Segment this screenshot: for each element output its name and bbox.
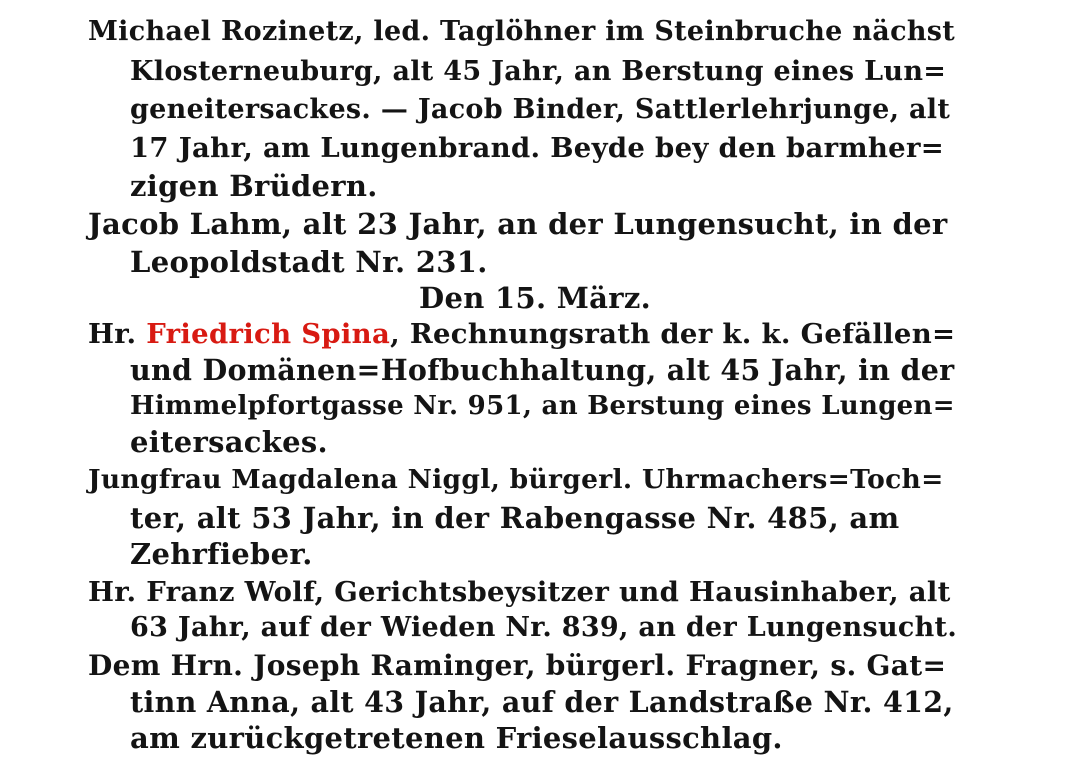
entry-niggl-line-2: ter, alt 53 Jahr, in der Rabengasse Nr. 485, am	[130, 501, 900, 535]
entry-raminger-line-1: Dem Hrn. Joseph Raminger, bürgerl. Fragner, s. Gat=	[88, 649, 947, 682]
entry-lahm-line-2: Leopoldstadt Nr. 231.	[130, 245, 488, 279]
entry-rozinetz-line-5: zigen Brüdern.	[130, 169, 378, 203]
entry-raminger-line-3: am zurückgetretenen Frieselausschlag.	[130, 721, 783, 755]
entry-niggl-line-1: Jungfrau Magdalena Niggl, bürgerl. Uhrmachers=Toch=	[88, 464, 944, 495]
entry-spina-line-2: und Domänen=Hofbuchhaltung, alt 45 Jahr, in der	[130, 353, 955, 387]
entry-niggl-line-3: Zehrfieber.	[130, 537, 313, 571]
entry-spina-prefix: Hr.	[88, 318, 137, 350]
entry-spina-name: Friedrich Spina	[146, 318, 391, 350]
entry-spina-rest: , Rechnungsrath der k. k. Gefällen=	[390, 318, 956, 350]
entry-rozinetz-line-3: geneitersackes. — Jacob Binder, Sattlerlehrjunge, alt	[130, 94, 951, 125]
entry-rozinetz-line-1: Michael Rozinetz, led. Taglöhner im Steinbruche nächst	[88, 16, 956, 47]
entry-lahm-line-1: Jacob Lahm, alt 23 Jahr, an der Lungensucht, in der	[88, 207, 948, 241]
entry-spina-line-3: Himmelpfortgasse Nr. 951, an Berstung eines Lungen=	[130, 391, 955, 421]
entry-rozinetz-line-4: 17 Jahr, am Lungenbrand. Beyde bey den barmher=	[130, 132, 945, 164]
entry-spina-line-1	[88, 316, 955, 352]
entry-rozinetz-line-2: Klosterneuburg, alt 45 Jahr, an Berstung eines Lun=	[130, 56, 947, 87]
date-heading: Den 15. März.	[419, 281, 651, 315]
entry-wolf-line-2: 63 Jahr, auf der Wieden Nr. 839, an der Lungensucht.	[130, 612, 958, 643]
entry-spina-line-4: eitersackes.	[130, 425, 328, 459]
entry-wolf-line-1: Hr. Franz Wolf, Gerichtsbeysitzer und Hausinhaber, alt	[88, 576, 951, 608]
entry-raminger-line-2: tinn Anna, alt 43 Jahr, auf der Landstraße Nr. 412,	[130, 685, 954, 719]
